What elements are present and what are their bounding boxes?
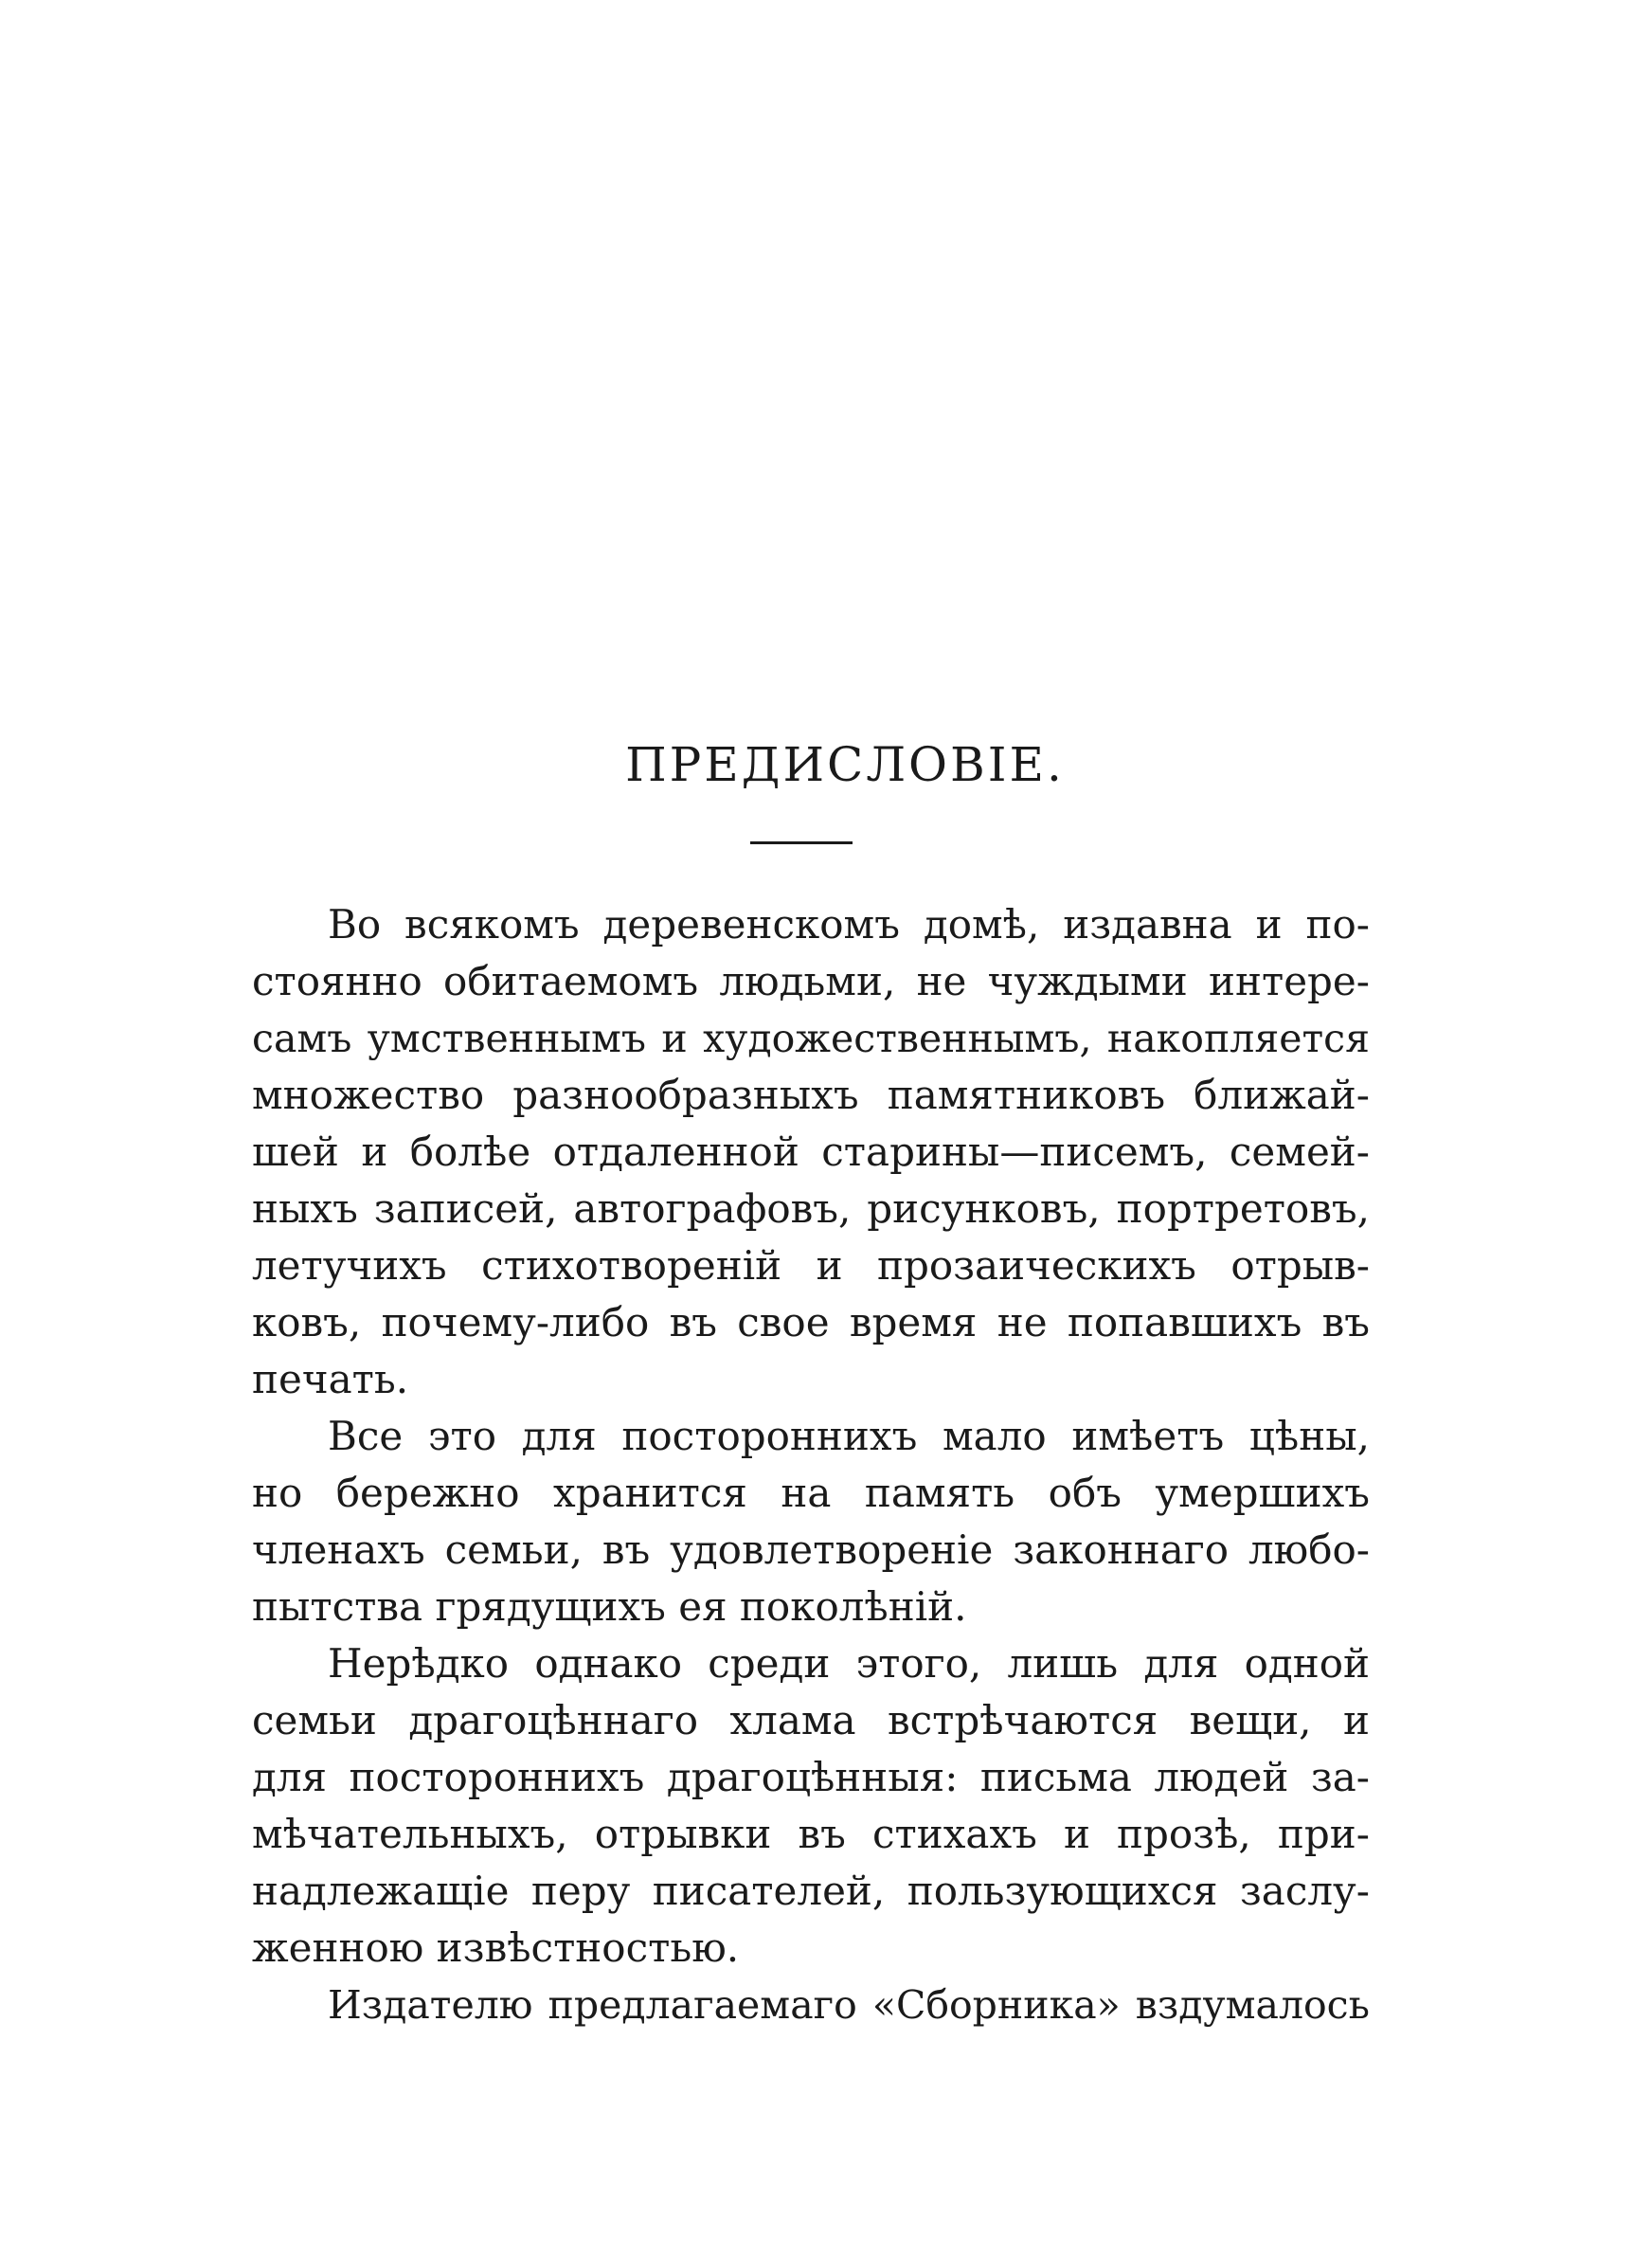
word: издавна — [1063, 901, 1232, 948]
word: удовлетвореніе — [670, 1526, 994, 1573]
word: разнообразныхъ — [512, 1072, 859, 1118]
word: отрывки — [594, 1811, 772, 1857]
word: драгоцѣнныя: — [666, 1754, 959, 1800]
word: этого, — [855, 1640, 982, 1687]
text-line — [252, 1522, 1370, 1579]
word: ковъ, — [252, 1299, 362, 1345]
word: для — [521, 1413, 597, 1459]
title-divider — [750, 841, 853, 844]
word: умственнымъ — [367, 1016, 647, 1061]
word: Все — [328, 1413, 404, 1459]
word: въ — [669, 1299, 717, 1345]
word: это — [427, 1413, 496, 1459]
word: для — [252, 1754, 328, 1800]
word: бережно — [335, 1470, 520, 1516]
text-line: печать. — [252, 1356, 409, 1402]
word: людьми, — [719, 958, 896, 1004]
word: отрыв- — [1230, 1242, 1370, 1289]
text-line — [252, 1237, 1370, 1294]
word: рисунковъ, — [867, 1185, 1101, 1232]
word: за- — [1310, 1754, 1370, 1800]
word: деревенскомъ — [602, 901, 900, 948]
word: заслу- — [1239, 1868, 1370, 1914]
word: автографовъ, — [573, 1185, 852, 1232]
word: законнаго — [1013, 1526, 1230, 1573]
word: письма — [979, 1754, 1132, 1800]
word: надлежащіе — [252, 1868, 510, 1914]
word: мало — [942, 1413, 1047, 1459]
word: вздумалось — [1135, 1982, 1370, 2028]
word: однако — [534, 1640, 683, 1687]
word: членахъ — [252, 1526, 425, 1573]
word: мѣчательныхъ, — [252, 1811, 568, 1857]
word: пользующихся — [907, 1868, 1218, 1914]
word: прозѣ, — [1117, 1811, 1251, 1857]
document-body — [252, 896, 1370, 2033]
word: при- — [1277, 1811, 1370, 1857]
text-line — [252, 1010, 1370, 1067]
text-line — [252, 953, 1370, 1010]
word: почему-либо — [381, 1299, 650, 1345]
word: ныхъ — [252, 1185, 358, 1232]
word: и — [1063, 1811, 1090, 1857]
text-line — [252, 1067, 1370, 1124]
word: цѣны, — [1248, 1413, 1370, 1459]
word: встрѣчаются — [887, 1697, 1158, 1743]
word: «Сборника» — [871, 1982, 1121, 2028]
text-line — [252, 1692, 1370, 1749]
text-line — [252, 1408, 1370, 1465]
word: но — [252, 1470, 303, 1516]
word: память — [864, 1470, 1015, 1516]
word: чуждыми — [987, 958, 1188, 1004]
word: множество — [252, 1072, 485, 1118]
word: объ — [1048, 1470, 1122, 1516]
word: драгоцѣннаго — [408, 1697, 699, 1743]
word: умершихъ — [1155, 1470, 1370, 1516]
word: въ — [798, 1811, 846, 1857]
word: семьи, — [444, 1526, 583, 1573]
word: семей- — [1229, 1128, 1370, 1175]
word: болѣе — [409, 1128, 531, 1175]
word: накопляется — [1106, 1016, 1370, 1061]
word: шей — [252, 1128, 339, 1175]
word: въ — [1321, 1299, 1370, 1345]
word: Издателю — [328, 1982, 533, 2028]
paragraph-3 — [252, 1635, 1370, 1977]
word: портретовъ, — [1116, 1185, 1370, 1232]
word: стоянно — [252, 958, 422, 1004]
page-title: ПРЕДИСЛОВІЕ. — [625, 737, 1065, 792]
text-line — [252, 1635, 1370, 1692]
word: хлама — [729, 1697, 856, 1743]
word: памятниковъ — [887, 1072, 1166, 1118]
word: не — [916, 958, 967, 1004]
word: не — [997, 1299, 1048, 1345]
word: летучихъ — [252, 1242, 447, 1289]
word: вещи, — [1189, 1697, 1312, 1743]
word: обитаемомъ — [443, 958, 699, 1004]
word: и — [816, 1242, 843, 1289]
paragraph-1 — [252, 896, 1370, 1408]
word: одной — [1244, 1640, 1370, 1687]
word: художественнымъ, — [703, 1016, 1092, 1061]
paragraph-4 — [252, 1977, 1370, 2033]
word: перу — [530, 1868, 631, 1914]
word: Нерѣдко — [328, 1640, 510, 1687]
word: любо- — [1248, 1526, 1370, 1573]
word: въ — [602, 1526, 651, 1573]
text-line — [252, 1749, 1370, 1806]
text-line: пытства грядущихъ ея поколѣній. — [252, 1583, 967, 1630]
word: попавшихъ — [1067, 1299, 1302, 1345]
text-line — [252, 1977, 1370, 2033]
text-line — [252, 1124, 1370, 1181]
word: Во — [328, 901, 382, 948]
paragraph-2 — [252, 1408, 1370, 1635]
word: ближай- — [1194, 1072, 1370, 1118]
word: хранится — [553, 1470, 747, 1516]
word: время — [849, 1299, 978, 1345]
word: всякомъ — [404, 901, 580, 948]
word: самъ — [252, 1016, 352, 1061]
text-line — [252, 896, 1370, 953]
word: писателей, — [652, 1868, 886, 1914]
word: старины—писемъ, — [821, 1128, 1208, 1175]
word: постороннихъ — [349, 1754, 645, 1800]
word: по- — [1305, 901, 1370, 948]
text-line — [252, 1181, 1370, 1237]
word: предлагаемаго — [548, 1982, 857, 2028]
word: домѣ, — [923, 901, 1040, 948]
word: семьи — [252, 1697, 377, 1743]
word: отдаленной — [552, 1128, 799, 1175]
text-line: женною извѣстностью. — [252, 1924, 740, 1971]
text-line — [252, 1294, 1370, 1351]
word: стихотвореній — [481, 1242, 782, 1289]
word: прозаическихъ — [876, 1242, 1196, 1289]
text-line — [252, 1863, 1370, 1920]
word: имѣетъ — [1071, 1413, 1225, 1459]
word: стихахъ — [871, 1811, 1037, 1857]
word: и — [1342, 1697, 1370, 1743]
word: свое — [737, 1299, 830, 1345]
word: для — [1143, 1640, 1219, 1687]
word: среди — [708, 1640, 831, 1687]
word: и — [661, 1016, 688, 1061]
word: и — [361, 1128, 388, 1175]
text-line — [252, 1806, 1370, 1863]
word: записей, — [373, 1185, 558, 1232]
word: интере- — [1208, 958, 1370, 1004]
word: лишь — [1007, 1640, 1119, 1687]
text-line — [252, 1465, 1370, 1522]
word: людей — [1154, 1754, 1289, 1800]
word: на — [781, 1470, 832, 1516]
word: и — [1255, 901, 1283, 948]
word: постороннихъ — [621, 1413, 918, 1459]
